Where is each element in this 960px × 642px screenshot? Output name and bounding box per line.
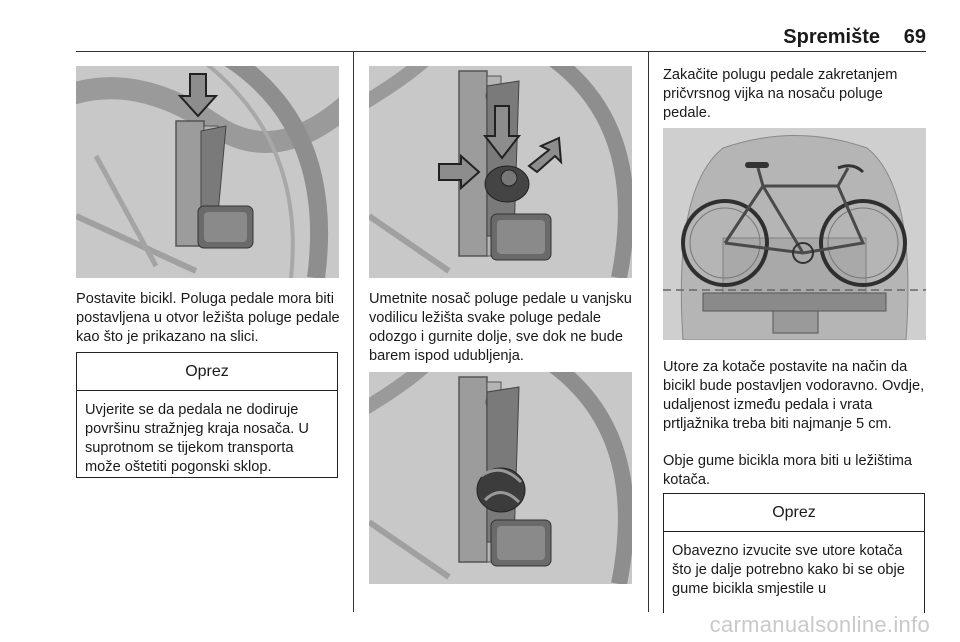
header-rule bbox=[76, 51, 926, 52]
caution-box-pedal bbox=[76, 352, 338, 478]
holder-inserted-illustration bbox=[369, 372, 632, 584]
figure-insert-holder bbox=[369, 66, 632, 278]
caution-title: Oprez bbox=[664, 494, 924, 532]
bicycle-carrier-illustration bbox=[663, 128, 926, 340]
watermark: carmanualsonline.info bbox=[709, 612, 930, 637]
instruction-place-bicycle: Postavite bicikl. Poluga pedale mora biti postavljena u otvor ležišta poluge pedale kao što je prikazano na slici. bbox=[76, 291, 340, 345]
caution-box-wheel-slots bbox=[663, 493, 925, 613]
instruction-tyres-in-slots: Obje gume bicikla mora biti u ležištima kotača. bbox=[663, 453, 912, 488]
figure-holder-inserted bbox=[369, 372, 632, 584]
page-number: 69 bbox=[903, 26, 926, 48]
caution-title: Oprez bbox=[77, 353, 337, 391]
instruction-wheel-slots: Utore za kotače postavite na način da bicikl bude postavljen vodoravno. Ovdje, udaljenost između pedala i vrata prtljažnika treba biti najmanje 5 cm. bbox=[663, 359, 925, 432]
instruction-insert-holder: Umetnite nosač poluge pedale u vanjsku vodilicu ležišta svake poluge pedale odozgo i gurnite dolje, sve dok ne bude barem ispod udubljenja. bbox=[369, 291, 632, 364]
column-divider-2 bbox=[648, 52, 649, 612]
figure-pedal-arm-placement bbox=[76, 66, 339, 278]
holder-insert-illustration bbox=[369, 66, 632, 278]
figure-bicycle-on-carrier bbox=[663, 128, 926, 340]
pedal-arm-illustration bbox=[76, 66, 339, 278]
caution-text: Uvjerite se da pedala ne dodiruje površinu stražnjeg kraja nosača. U suprotnom se tijekom transporta može oštetiti pogonski sklop. bbox=[85, 402, 309, 475]
column-divider-1 bbox=[353, 52, 354, 612]
instruction-secure-pedal-arm: Zakačite polugu pedale zakretanjem pričvrsnog vijka na nosaču poluge pedale. bbox=[663, 67, 898, 121]
caution-text: Obavezno izvucite sve utore kotača što je dalje potrebno kako bi se obje gume bicikla smjestile u bbox=[672, 543, 905, 597]
page-header-title: Spremište bbox=[783, 26, 880, 48]
